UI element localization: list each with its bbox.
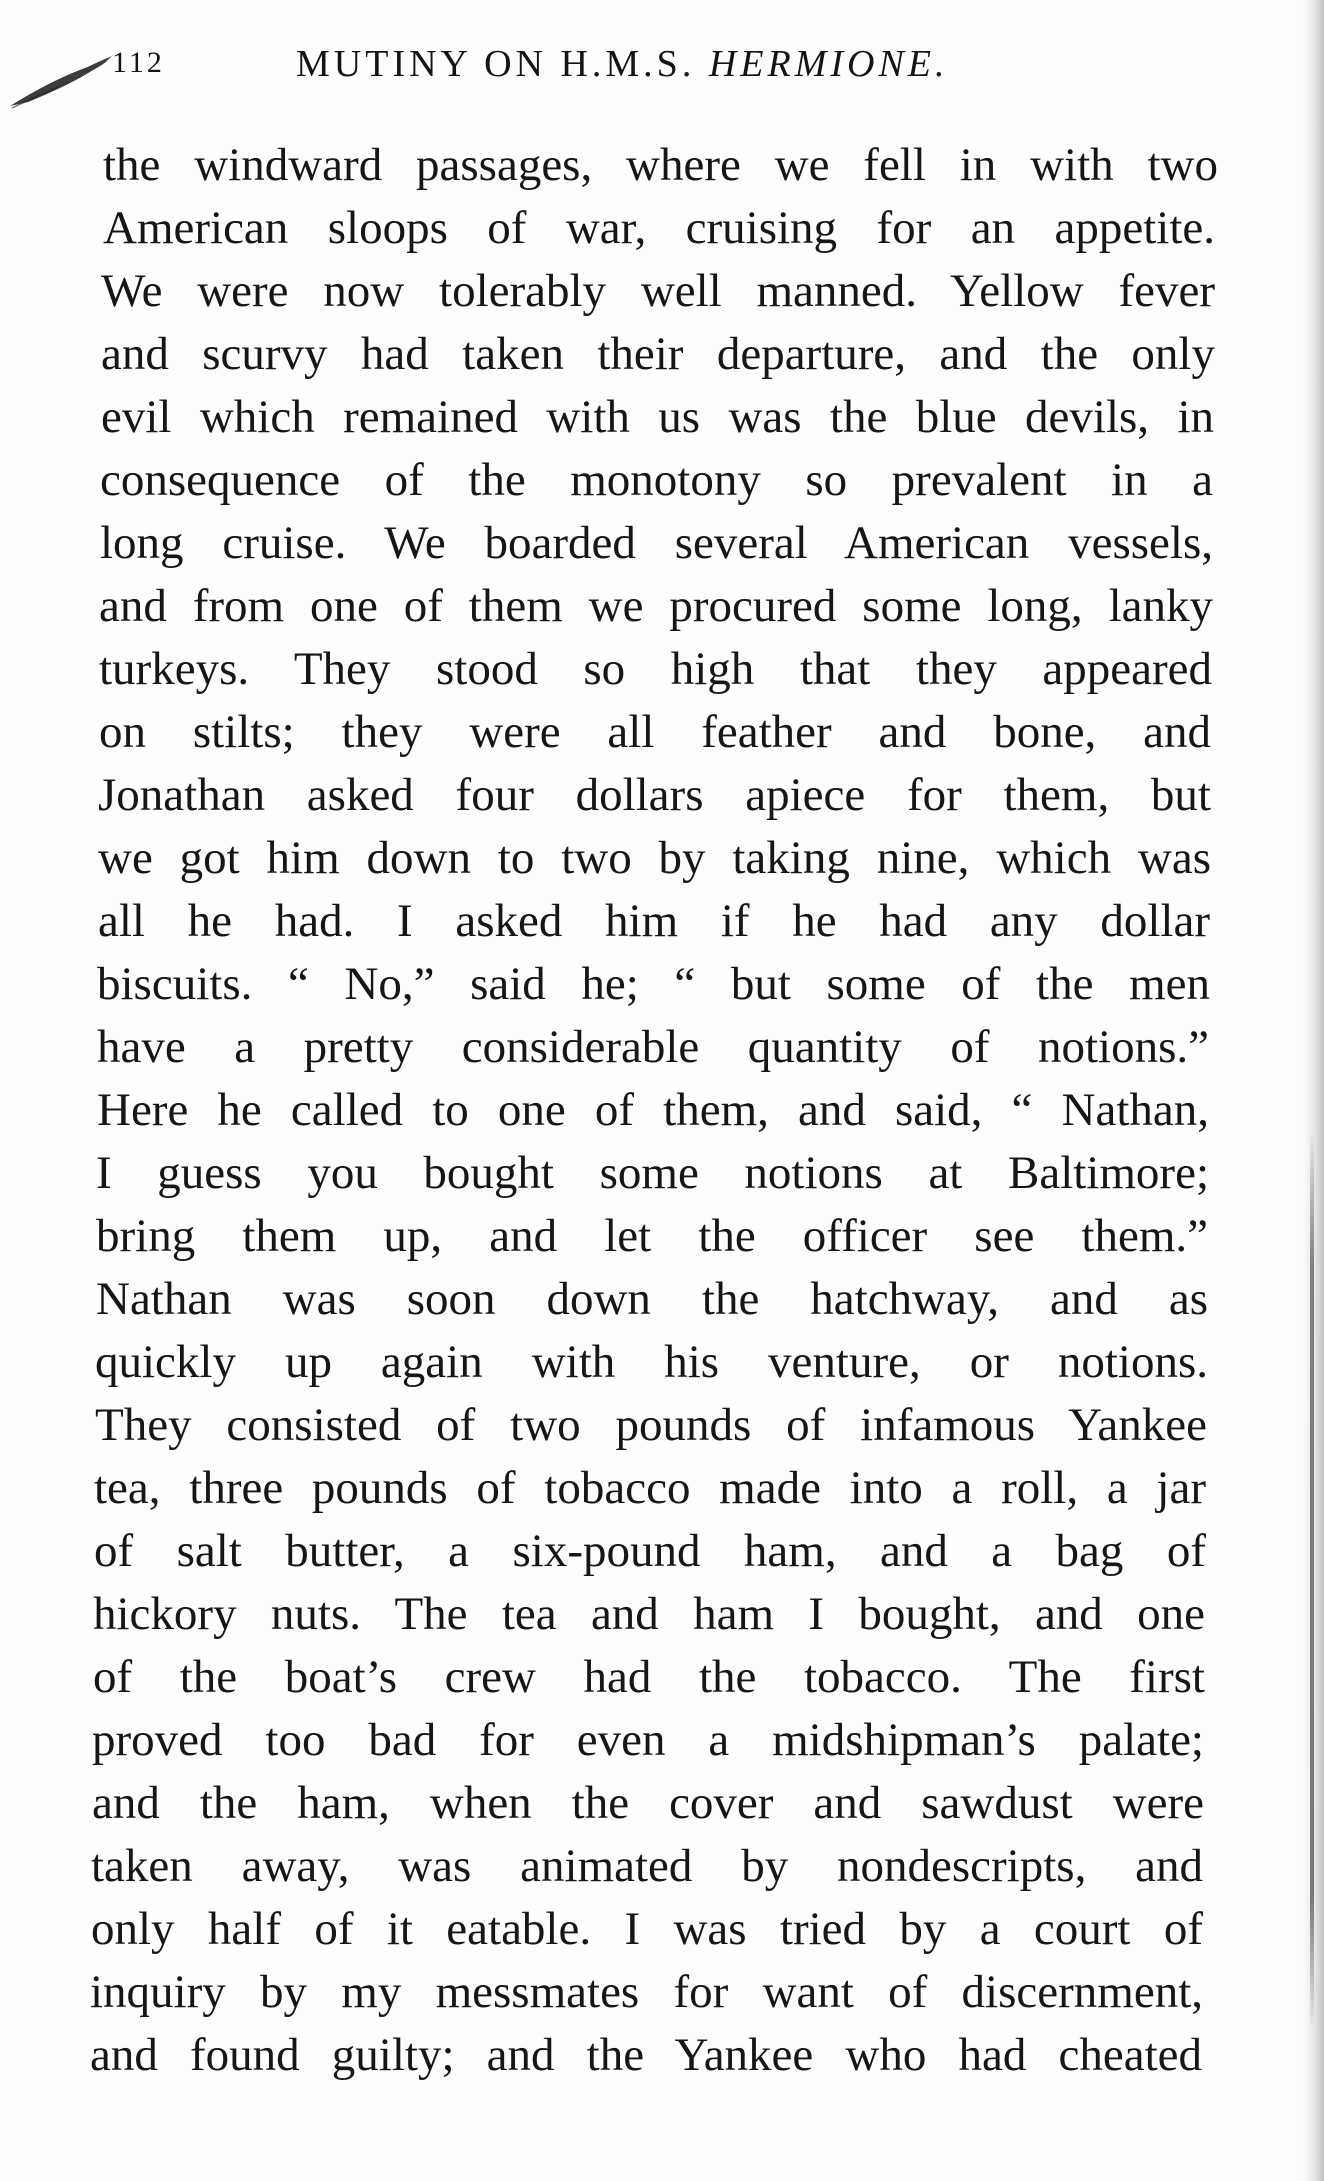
text-line: taken away, was animated by nondescripts, and: [91, 1840, 1203, 1892]
text-line: and the ham, when the cover and sawdust were: [92, 1777, 1204, 1829]
text-line: of the boat’s crew had the tobacco. The first: [93, 1651, 1205, 1703]
text-line: of salt butter, a six-pound ham, and a bag of: [94, 1525, 1206, 1577]
text-line: Here he called to one of them, and said, “ Nathan,: [97, 1084, 1209, 1136]
text-line: inquiry by my messmates for want of discernment,: [90, 1966, 1203, 2018]
text-line: proved too bad for even a midshipman’s palate;: [92, 1714, 1204, 1766]
text-line: only half of it eatable. I was tried by a court of: [91, 1903, 1203, 1955]
text-line: I guess you bought some notions at Baltimore;: [96, 1147, 1209, 1199]
text-line: the windward passages, where we fell in with two: [103, 139, 1218, 191]
text-line: They consisted of two pounds of infamous Yankee: [95, 1399, 1207, 1451]
text-line: We were now tolerably well manned. Yellow fever: [101, 265, 1215, 317]
text-line: quickly up again with his venture, or notions.: [95, 1336, 1208, 1388]
text-line: Jonathan asked four dollars apiece for them, but: [98, 769, 1211, 821]
text-line: and scurvy had taken their departure, and the only: [101, 328, 1215, 380]
text-line: Nathan was soon down the hatchway, and as: [96, 1273, 1208, 1325]
text-line: tea, three pounds of tobacco made into a roll, a jar: [94, 1462, 1206, 1514]
text-line: all he had. I asked him if he had any dollar: [98, 895, 1210, 947]
page-number: 112: [112, 46, 165, 79]
running-title-ship: HERMIONE.: [708, 43, 949, 85]
running-header: [0, 38, 1324, 98]
text-line: and found guilty; and the Yankee who had cheated: [90, 2029, 1202, 2081]
running-title: [296, 42, 949, 86]
text-line: turkeys. They stood so high that they appeared: [99, 643, 1212, 695]
text-line: and from one of them we procured some long, lanky: [99, 580, 1213, 632]
text-line: we got him down to two by taking nine, which was: [98, 832, 1211, 884]
text-line: bring them up, and let the officer see them.”: [96, 1210, 1208, 1262]
running-title-main: MUTINY ON H.M.S.: [296, 43, 709, 85]
text-line: long cruise. We boarded several American vessels,: [100, 517, 1213, 569]
text-line: evil which remained with us was the blue devils, in: [101, 391, 1214, 443]
text-line: hickory nuts. The tea and ham I bought, and one: [93, 1588, 1205, 1640]
text-line: consequence of the monotony so prevalent in a: [100, 454, 1213, 506]
page-edge-line: [1310, 1130, 1314, 2030]
text-line: American sloops of war, cruising for an appetite.: [103, 202, 1215, 254]
text-line: have a pretty considerable quantity of notions.”: [97, 1021, 1209, 1073]
text-line: on stilts; they were all feather and bone, and: [99, 706, 1211, 758]
text-line: biscuits. “ No,” said he; “ but some of the men: [97, 958, 1210, 1010]
